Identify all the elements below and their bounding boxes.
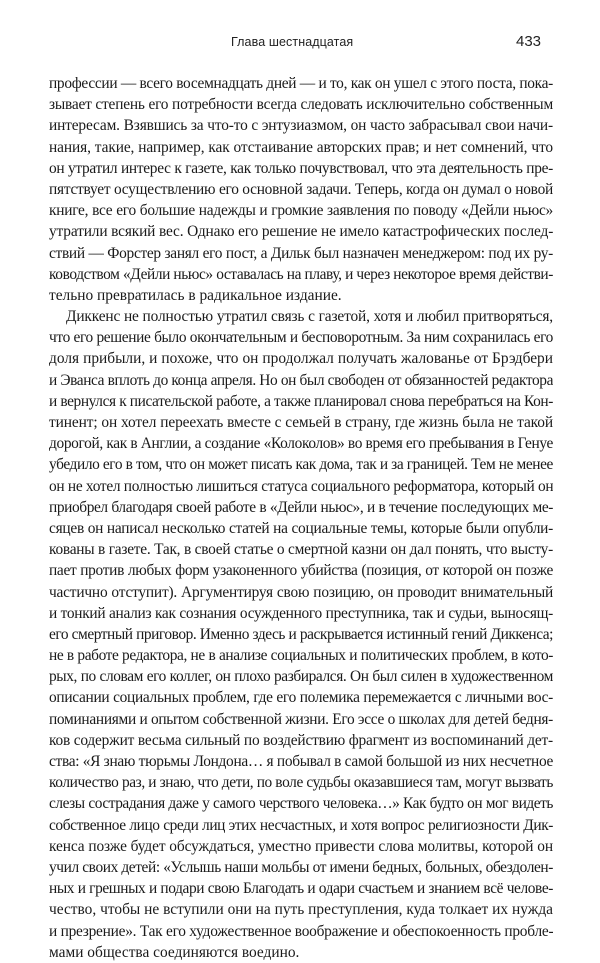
text-line: ных и грешных и подари свою Благодать и одари счастьем и знанием всё челове-	[49, 880, 553, 898]
text-line: ства: «Я знаю тюрьмы Лондона… я побывал в самой большой из них несчетное	[49, 753, 553, 770]
text-line: пает против любых форм узаконенного убийства (позиция, от которой он позже	[49, 562, 553, 580]
text-line: доля прибыли, и похоже, что он продолжал получать жалованье от Брэдбери	[49, 350, 553, 368]
text-line: поминаниями и опытом собственной жизни. Его эссе о школах для детей бедня-	[49, 710, 553, 728]
text-line: количество раз, и знаю, что дети, по воле судьбы оказавшиеся там, могут вызвать	[49, 774, 553, 792]
text-line: профессии — всего восемнадцать дней — и то, как он ушел с этого поста, пока-	[49, 75, 553, 92]
page-number: 433	[516, 33, 542, 50]
text-line: и вернулся к писательской работе, а также планировал снова перебраться на Кон-	[49, 392, 553, 410]
text-line: чество, чтобы не вступили они на путь преступления, куда толкает их нужда	[49, 901, 553, 919]
paragraph	[49, 306, 553, 963]
text-line: нания, такие, например, как отстаивание авторских прав; и нет сомнений, что	[49, 138, 553, 156]
text-line: рых, по словам его коллег, он плохо разбирался. Он был силен в художественном	[49, 668, 553, 686]
text-line: дорогой, как в Англии, а создание «Колоколов» во время его пребывания в Генуе	[49, 435, 553, 453]
text-line: он не хотел полностью лишиться статуса социального реформатора, который он	[49, 477, 553, 495]
body-text	[49, 73, 553, 963]
text-line: утратили всякий вес. Однако его решение не имело катастрофических послед-	[49, 223, 553, 241]
paragraph	[49, 73, 553, 306]
running-header	[0, 33, 600, 53]
text-line: что его решение было окончательным и бесповоротным. За ним сохранилась его	[49, 329, 553, 347]
text-line: не в работе редактора, не в анализе социальных и политических проблем, в кото-	[49, 647, 553, 665]
text-line: слезы сострадания даже у самого черствого человека…» Как будто он мог видеть	[49, 795, 553, 813]
text-line: сяцев он написал несколько статей на социальные темы, которые были опубли-	[49, 519, 553, 537]
text-line: приобрел благодаря своей работе в «Дейли ньюс», и в течение последующих ме-	[49, 498, 553, 516]
text-line: ков содержит весьма сильный по воздействию фрагмент из воспоминаний дет-	[49, 731, 553, 749]
text-line: зывает степень его потребности всегда следовать исключительно собственным	[49, 96, 553, 114]
text-line: он утратил интерес к газете, как только почувствовал, что эта деятельность пре-	[49, 159, 553, 177]
chapter-title: Глава шестнадцатая	[231, 35, 354, 49]
text-line: кенса позже будет обсуждаться, уместно привести слова молитвы, которой он	[49, 837, 553, 855]
text-line: тельно превратилась в радикальное издание.	[49, 286, 342, 304]
text-line: и Эванса вплоть до конца апреля. Но он был свободен от обязанностей редактора	[49, 371, 553, 389]
text-line: учил своих детей: «Услышь наши мольбы от имени бедных, больных, обездолен-	[49, 858, 553, 876]
text-line: тинент; он хотел переехать вместе с семьей в страну, где жизнь была не такой	[49, 414, 553, 431]
text-line: Диккенс не полностью утратил связь с газетой, хотя и любил притворяться,	[66, 308, 553, 326]
text-line: и тонкий анализ как сознания осужденного преступника, так и судьи, выносящ-	[49, 604, 553, 622]
text-line: книге, все его большие надежды и громкие заявления по поводу «Дейли ньюс»	[49, 202, 553, 220]
text-line: мами общества соединяются воедино.	[49, 943, 300, 961]
text-line: описании социальных проблем, где его полемика перемежается с личными вос-	[49, 689, 553, 707]
text-line: убедило его в том, что он может писать как дома, так и за границей. Тем не менее	[49, 456, 553, 474]
text-line: ствий — Форстер занял его пост, а Дильк был назначен менеджером: под их ру-	[49, 244, 553, 262]
text-line: и презрение». Так его художественное воображение и обеспокоенность пробле-	[49, 922, 553, 940]
text-line: пятствует осуществлению его основной задачи. Теперь, когда он думал о новой	[49, 180, 553, 198]
text-line: ководством «Дейли ньюс» оставалась на плаву, и через некоторое время действи-	[49, 265, 553, 283]
text-line: кованы в газете. Так, в своей статье о смертной казни он дал понять, что высту-	[49, 541, 553, 559]
text-line: его смертный приговор. Именно здесь и раскрывается истинный гений Диккенса;	[49, 625, 553, 643]
text-line: интересам. Взявшись за что-то с энтузиазмом, он часто забрасывал свои начи-	[49, 117, 553, 135]
text-line: частично отступит). Аргументируя свою позицию, он проводит внимательный	[49, 583, 553, 601]
text-line: собственное лицо среди лиц этих несчастных, и хотя вопрос религиозности Дик-	[49, 816, 553, 834]
